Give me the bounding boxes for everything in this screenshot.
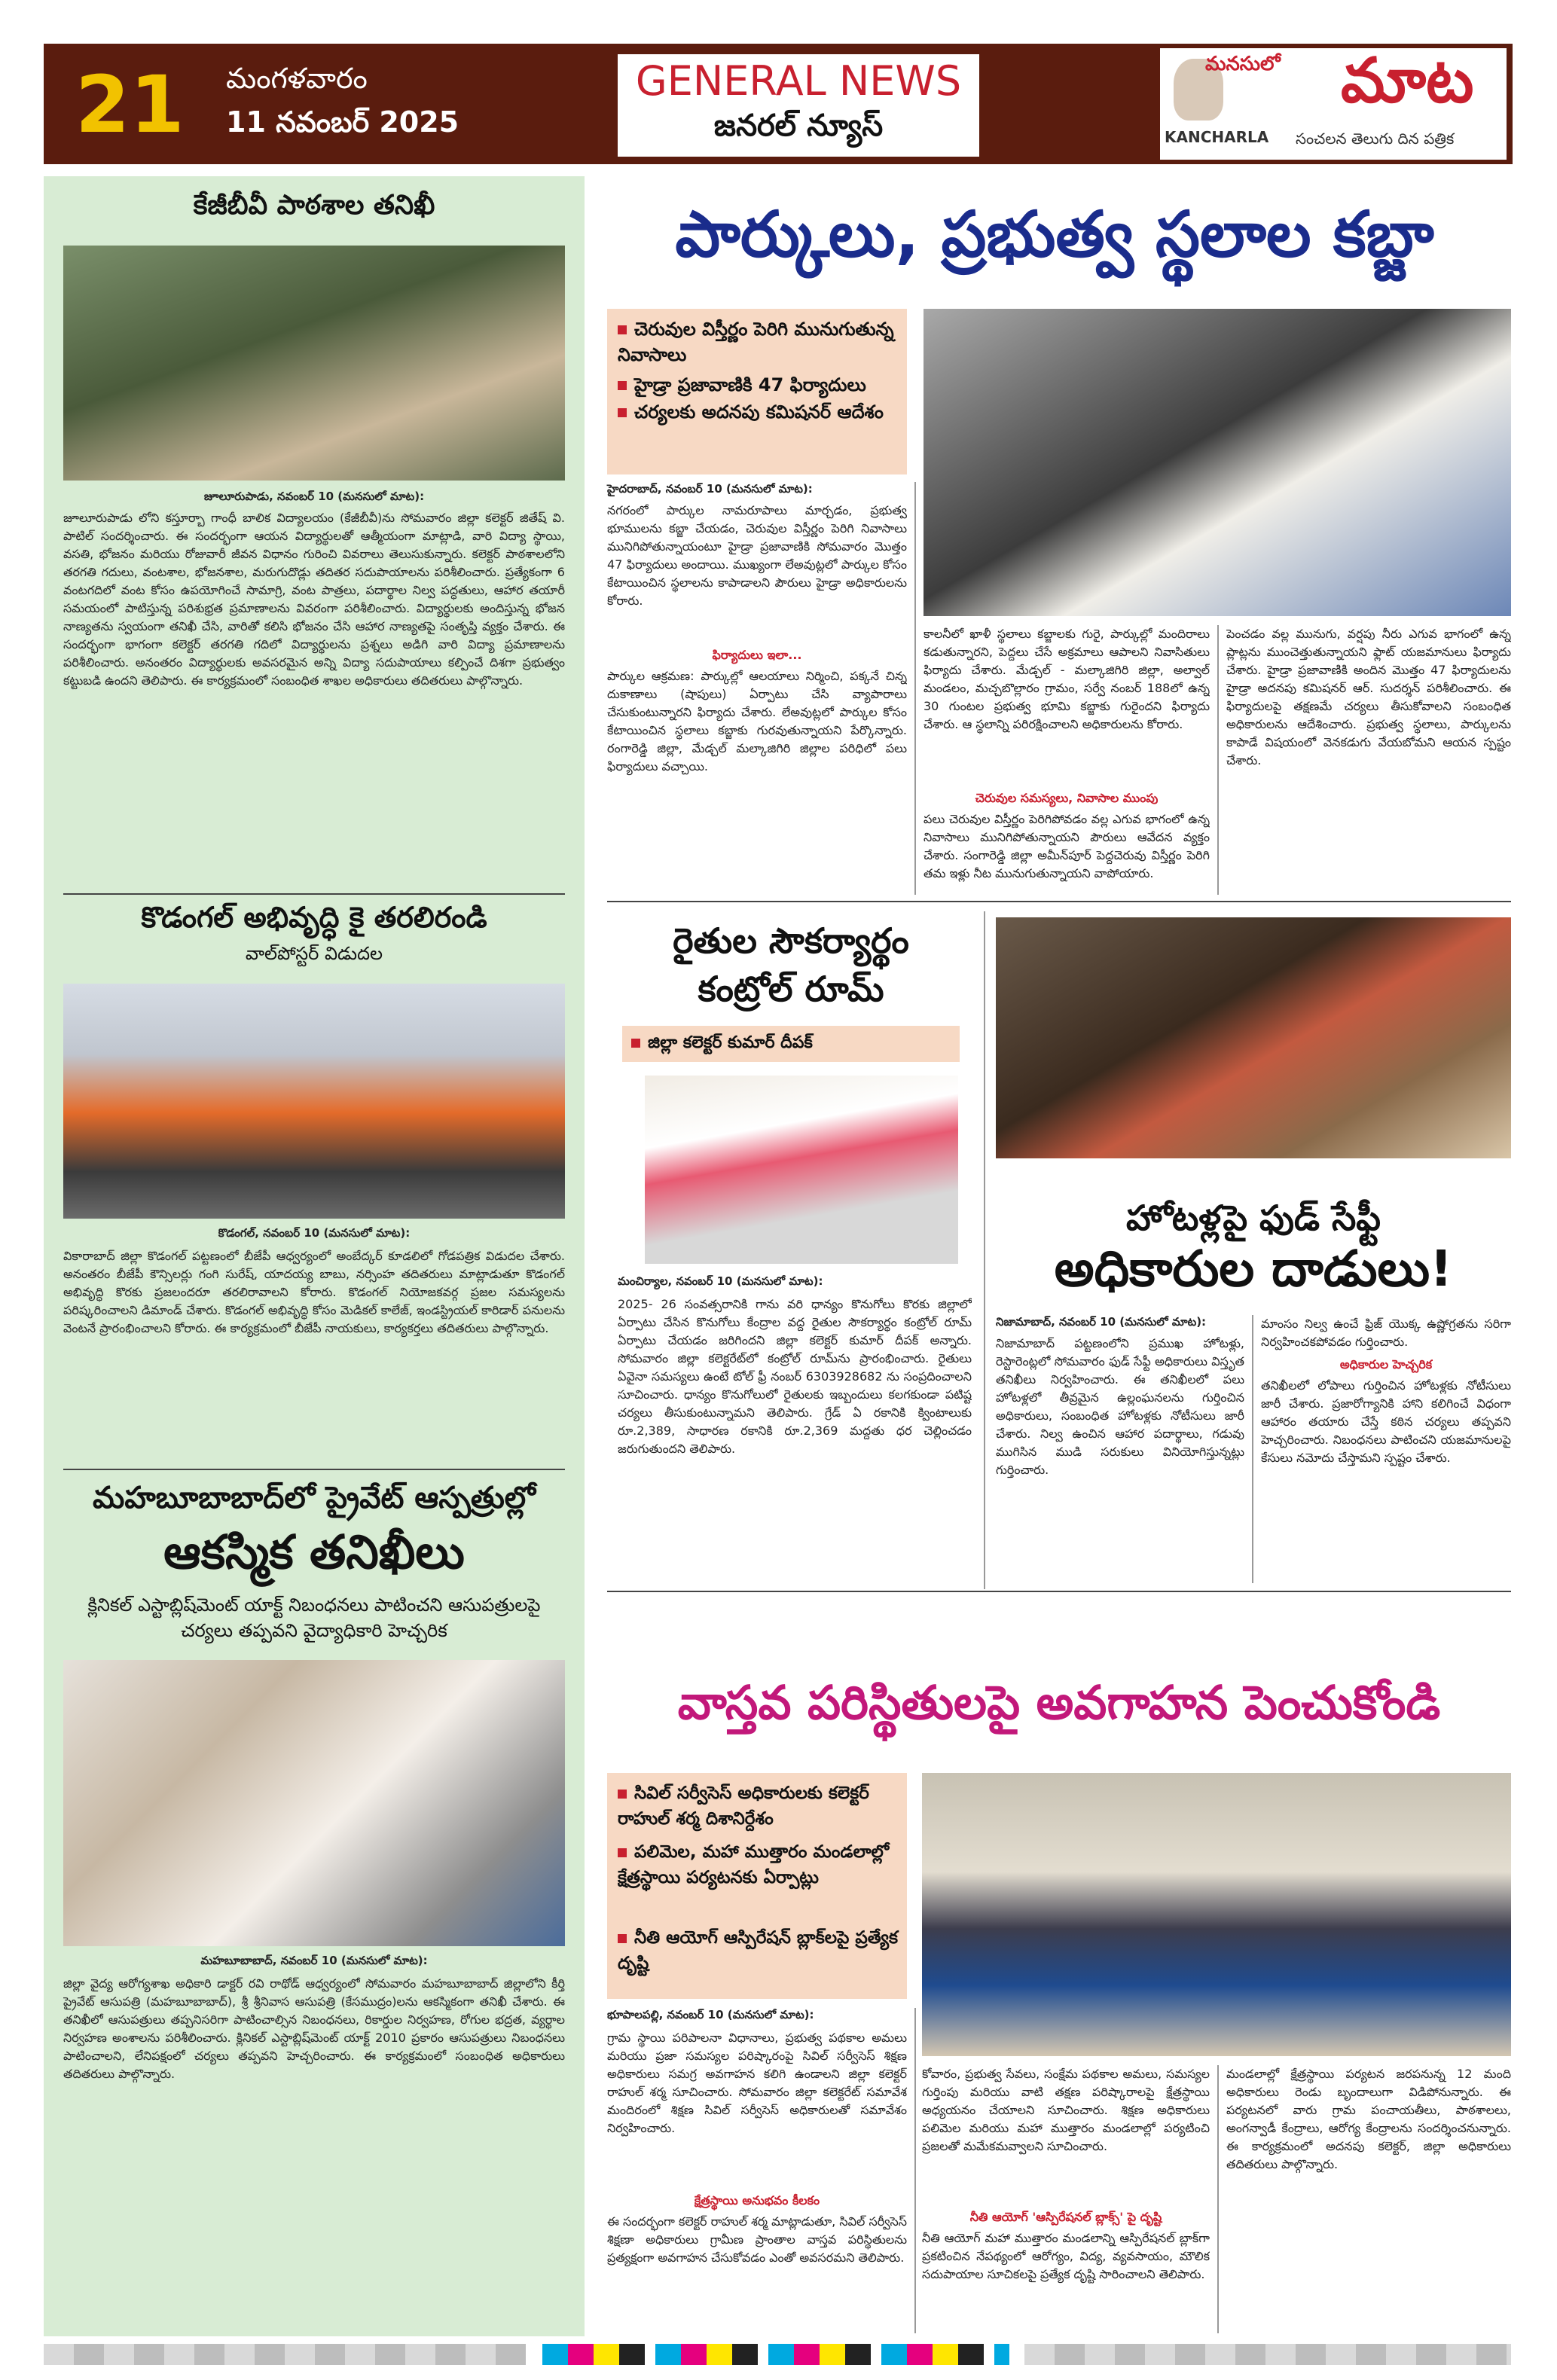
- food-safety-body-3: తనిఖీలలో లోపాలు గుర్తించిన హోటళ్లకు నోటీసులు జారీ చేశారు. ప్రజారోగ్యానికి హాని కలిగించే విధంగా ఆహారం తయారు చేస్తే కఠిన చర్యలు తప్పవని హెచ్చరించారు. నిబంధనలు పాటించని యజమానులపై కేసులు నమోదు చేస్తామని స్పష్టం చేశారు.: [1261, 1378, 1511, 1465]
- mahabubabad-caption: మహబూబాబాద్, నవంబర్ 10 (మనసులో మాట):: [200, 1954, 428, 1967]
- logo-top-text: మనసులో: [1205, 53, 1281, 75]
- color-bar: [542, 2344, 1009, 2365]
- awareness-body-1: గ్రామ స్థాయి పరిపాలనా విధానాలు, ప్రభుత్వ పథకాల అమలు మరియు ప్రజా సమస్యల పరిష్కారంపై సివిల్ సర్వీసెస్ శిక్షణ అధికారులు సమగ్ర అవగాహన కలిగి ఉండాలని జిల్లా కలెక్టర్ రాహుల్ శర్మ సూచించారు. సోమవారం జిల్లా కలెక్టరేట్ సమావేశ మందిరంలో శిక్షణ సివిల్ సర్వీసెస్ అధికారులతో సమావేశం నిర్వహించారు.: [607, 2031, 907, 2135]
- bullet-square-icon: [618, 408, 627, 417]
- control-room-bullet: జిల్లా కలెక్టర్ కుమార్ దీపక్: [631, 1030, 955, 1056]
- logo-tagline: సంచలన తెలుగు దిన పత్రిక: [1296, 130, 1455, 148]
- kgbv-photo: [63, 246, 565, 481]
- issue-date: 11 నవంబర్ 2025: [226, 105, 459, 139]
- parks-body-1: నగరంలో పార్కుల నామరూపాలు మార్చడం, ప్రభుత్వ భూములను కబ్జా చేయడం, చెరువుల విస్తీర్ణం పెరిగి నివాసాలు మునిగిపోతున్నాయంటూ హైడ్రా ప్రజావాణికి సోమవారం మొత్తం 47 ఫిర్యాదులు అందాయి. ముఖ్యంగా లేఅవుట్లలో పార్కుల కోసం కేటాయించిన స్థలాలను కాపాడాలని పౌరులు హైడ్రా అధికారులను కోరారు.: [607, 503, 907, 608]
- column-rule: [914, 2008, 916, 2333]
- bullet-square-icon: [618, 1790, 627, 1799]
- awareness-body-5: మండలాల్లో క్షేత్రస్థాయి పర్యటన జరపనున్న 12 మంది అధికారులు రెండు బృందాలుగా విడిపోనున్నారు. ఈ పర్యటనలో వారు గ్రామ పంచాయతీలు, పాఠశాలలు, అంగన్వాడీ కేంద్రాలు, ఆరోగ్య కేంద్రాలను సందర్శించనున్నారు. ఈ కార్యక్రమంలో అదనపు కలెక్టర్, జిల్లా అధికారులు తదితరులు పాల్గొన్నారు.: [1226, 2067, 1511, 2171]
- parks-bullet-3: చర్యలకు అదనపు కమిషనర్ ఆదేశం: [618, 399, 902, 425]
- food-safety-subhead: అధికారుల హెచ్చరిక: [1339, 1357, 1433, 1372]
- kgbv-caption: జూలూరుపాడు, నవంబర్ 10 (మనసులో మాట):: [203, 490, 425, 503]
- parks-caption: హైదరాబాద్, నవంబర్ 10 (మనసులో మాట):: [607, 482, 813, 496]
- color-bar: [44, 2344, 526, 2365]
- weekday: మంగళవారం: [226, 62, 368, 95]
- parks-body-5: పెంచడం వల్ల మునుగు, వర్షపు నీరు ఎగువ భాగంలో ఉన్న ప్లాట్లను ముంచెత్తుతున్నాయని ఫ్లాట్ యజమానులు ఫిర్యాదు చేశారు. హైడ్రా ప్రజావాణికి అందిన మొత్తం 47 ఫిర్యాదులను హైడ్రా అదనపు కమిషనర్ ఆర్. సుదర్శన్ పరిశీలించారు. ఈ ఫిర్యాదులపై తక్షణమే చర్యలు తీసుకోవాలని సంబంధిత అధికారులను ఆదేశించారు. ప్రభుత్వ స్థలాలు, పార్కులను కాపాడే విషయంలో వెనకడుగు వేయబోమని ఆయన స్పష్టం చేశారు.: [1226, 627, 1511, 767]
- awareness-photo: [922, 1773, 1511, 2056]
- parks-photo: [924, 309, 1511, 616]
- awareness-bullet-1: సివిల్ సర్వీసెస్ అధికారులకు కలెక్టర్ రాహుల్ శర్మ దిశానిర్దేశం: [618, 1783, 869, 1829]
- awareness-headline: వాస్తవ పరిస్థితులపై అవగాహన పెంచుకోండి: [677, 1675, 1441, 1730]
- bullet-square-icon: [618, 1934, 627, 1943]
- control-room-caption: మంచిర్యాల, నవంబర్ 10 (మనసులో మాట):: [618, 1274, 823, 1288]
- page-number: 21: [75, 59, 185, 151]
- parks-subhead-1: ఫిర్యాదులు ఇలా...: [712, 648, 802, 662]
- parks-body-4: పలు చెరువుల విస్తీర్ణం పెరిగిపోవడం వల్ల ఎగువ భాగంలో ఉన్న నివాసాలు మునిగిపోతున్నాయని పౌరులు ఆవేదన వ్యక్తం చేశారు. సంగారెడ్డి జిల్లా అమీన్‌పూర్ పెద్దచెరువు విస్తీర్ణం పెరిగి తమ ఇళ్లు నీట మునుగుతున్నాయని వాపోయారు.: [924, 812, 1210, 880]
- section-title-te: జనరల్ న్యూస్: [713, 108, 884, 143]
- kodangal-title: కొడంగల్ అభివృద్ధి కై తరలిరండి: [141, 901, 487, 934]
- food-safety-caption: నిజామాబాద్, నవంబర్ 10 (మనసులో మాట):: [996, 1315, 1207, 1329]
- mahabubabad-body: జిల్లా వైద్య ఆరోగ్యశాఖ అధికారి డాక్టర్ రవి రాథోడ్ ఆధ్వర్యంలో సోమవారం మహబూబాబాద్ జిల్లాలోని కీర్తి ప్రైవేట్ ఆసుపత్రి (మహబూబాబాద్), శ్రీ శ్రీనివాస ఆసుపత్రి (కేసముద్రం)లను ఆకస్మికంగా తనిఖీ చేశారు. ఈ తనిఖీలో ఆసుపత్రులు తప్పనిసరిగా పాటించాల్సిన నిబంధనలు, రికార్డుల నిర్వహణ, రోగుల భద్రత, వ్యర్థాల నిర్వహణ అంశాలను పరిశీలించారు. క్లినికల్ ఎస్టాబ్లిష్‌మెంట్ యాక్ట్ 2010 ప్రకారం ఆసుపత్రులు నిబంధనలు పాటించాలని, లేనిపక్షంలో చర్యలు తప్పవని హెచ్చరించారు. ఈ కార్యక్రమంలో సంబంధిత అధికారులు తదితరులు పాల్గొన్నారు.: [63, 1976, 565, 2081]
- divider: [607, 1591, 1511, 1592]
- parks-body-2: పార్కుల ఆక్రమణ: పార్కుల్లో ఆలయాలు నిర్మించి, పక్కనే చిన్న దుకాణాలు (షాపులు) ఏర్పాటు చేసి వ్యాపారాలు చేసుకుంటున్నారని ఫిర్యాదు చేశారు. లేఅవుట్లలో పార్కుల కోసం కేటాయించిన స్థలాలు కబ్జాకు గురవుతున్నాయని పేర్కొన్నారు. రంగారెడ్డి జిల్లా, మేడ్చల్ మల్కాజిగిరి జిల్లాల పరిధిలో పలు ఫిర్యాదులు వచ్చాయి.: [607, 669, 907, 774]
- divider: [63, 893, 565, 895]
- column-rule: [1217, 625, 1219, 895]
- bullet-square-icon: [618, 381, 627, 390]
- bullet-square-icon: [618, 325, 627, 334]
- control-room-title-1: రైతుల సౌకర్యార్థం: [673, 920, 909, 961]
- awareness-body-4: నీతి ఆయోగ్ మహా ముత్తారం మండలాన్ని ఆస్పిరేషనల్ బ్లాక్‌గా ప్రకటించిన నేపథ్యంలో ఆరోగ్యం, విద్య, వ్యవసాయం, మౌలిక సదుపాయాల సూచికలపై ప్రత్యేక దృష్టి సారించాలని తెలిపారు.: [922, 2231, 1210, 2281]
- kgbv-body: జూలూరుపాడు లోని కస్తూర్బా గాంధీ బాలిక విద్యాలయం (కేజీబీవీ)ను సోమవారం జిల్లా కలెక్టర్ జితేష్ వి. పాటిల్ సందర్శించారు. ఈ సందర్భంగా ఆయన విద్యార్థులతో ఆత్మీయంగా మాట్లాడి, వారి విద్యా స్థాయి, వసతి, భోజనం మరియు రోజువారీ జీవన విధానం గురించి వివరాలు తెలుసుకున్నారు. కలెక్టర్ పాఠశాలలోని తరగతి గదులు, వంటశాల, భోజనశాల, మరుగుదొడ్లు తదితర సదుపాయాలను పరిశీలించారు. ప్రత్యేకంగా 6 వంటగదిలో వంట కోసం ఉపయోగించే సామాగ్రి, వంట పాత్రలు, పదార్థాల నిల్వ పద్ధతులు, ఆహార తయారీ సమయంలో పాటిస్తున్న పరిశుభ్రత ప్రమాణాలను వివరంగా పరిశీలించారు. విద్యార్థులకు అందిస్తున్న భోజన నాణ్యతను స్వయంగా తనిఖీ చేసి, వారితో కలిసి భోజనం చేసి ఆహార నాణ్యతపై సంతృప్తి వ్యక్తం చేశారు. ఈ సందర్భంగా భాగంగా కలెక్టర్ తరగతి గదిలో విద్యార్థులను ప్రశ్నలు అడిగి వారి విద్యా ప్రమాణాలను పరిశీలించారు. అనంతరం విద్యార్థులకు అవసరమైన అన్ని విద్యా సదుపాయాలు కల్పించే దిశగా ప్రభుత్వం కట్టుబడి ఉందని తెలిపారు. ఈ కార్యక్రమంలో సంబంధిత శాఖల అధికారులు తదితరులు పాల్గొన్నారు.: [63, 511, 565, 688]
- kgbv-title: కేజీబీవీ పాఠశాల తనిఖీ: [193, 190, 435, 221]
- bullet-square-icon: [618, 1848, 627, 1857]
- food-safety-body-2: మాంసం నిల్వ ఉంచే ఫ్రిజ్ యొక్క ఉష్ణోగ్రతను సరిగా నిర్వహించకపోవడం గుర్తించారు.: [1261, 1317, 1511, 1349]
- parks-body-3: కాలనీలో ఖాళీ స్థలాలు కబ్జాలకు గురై, పార్కుల్లో మందిరాలు కడుతున్నారని, పెద్దలు చేసే అక్రమాలు ఆపాలని నివాసితులు ఫిర్యాదు చేశారు. మేడ్చల్ - మల్కాజిగిరి జిల్లా, అల్వాల్ మండలం, మచ్చబొల్లారం గ్రామం, సర్వే నంబర్ 188లో ఉన్న 30 గుంటల ప్రభుత్వ భూమి కబ్జాకు గురైందని ఫిర్యాదు చేశారు. ఆ స్థలాన్ని పరిరక్షించాలని అధికారులను కోరారు.: [924, 627, 1210, 731]
- awareness-body-2: ఈ సందర్భంగా కలెక్టర్ రాహుల్ శర్మ మాట్లాడుతూ, సివిల్ సర్వీసెస్ శిక్షణా అధికారులు గ్రామీణ ప్రాంతాల వాస్తవ పరిస్థితులను ప్రత్యక్షంగా అవగాహన చేసుకోవడం ఎంతో అవసరమని తెలిపారు.: [607, 2214, 907, 2265]
- awareness-bullet-2: పలిమెల, మహా ముత్తారం మండలాల్లో క్షేత్రస్థాయి పర్యటనకు ఏర్పాట్లు: [618, 1842, 890, 1887]
- kodangal-photo: [63, 984, 565, 1219]
- column-rule: [984, 911, 985, 1589]
- mahabubabad-title-line1: మహబూబాబాద్‌లో ప్రైవేట్ ఆస్పత్రుల్లో: [93, 1481, 536, 1515]
- control-room-title-2: కంట్రోల్ రూమ్: [698, 969, 884, 1009]
- logo-title: మాట: [1341, 45, 1474, 117]
- kodangal-subtitle: వాల్‌పోస్టర్ విడుదల: [245, 943, 383, 964]
- parks-bullet-2: హైడ్రా ప్రజావాణికి 47 ఫిర్యాదులు: [618, 372, 902, 398]
- food-safety-title-2: అధికారుల దాడులు!: [1054, 1240, 1453, 1298]
- parks-bullet-1: చెరువుల విస్తీర్ణం పెరిగి మునుగుతున్న నివాసాలు: [618, 319, 894, 365]
- food-safety-photo: [996, 917, 1511, 1158]
- awareness-bullet-3: నీతి ఆయోగ్ ఆస్పిరేషన్ బ్లాక్‌లపై ప్రత్యేక దృష్టి: [618, 1928, 899, 1973]
- awareness-body-3: కోవారం, ప్రభుత్వ సేవలు, సంక్షేమ పథకాల అమలు, సమస్యల గుర్తింపు మరియు వాటి తక్షణ పరిష్కారాలపై క్షేత్రస్థాయి అధ్యయనం చేయాలని సూచించారు. శిక్షణ అధికారులు పలిమెల మరియు మహా ముత్తారం మండలాల్లో పర్యటించి ప్రజలతో మమేకమవ్వాలని సూచించారు.: [922, 2067, 1210, 2153]
- section-title-en: GENERAL NEWS: [635, 57, 962, 105]
- parks-headline: పార్కులు, ప్రభుత్వ స్థలాల కబ్జా: [675, 197, 1434, 271]
- column-rule: [1217, 2065, 1219, 2333]
- food-safety-body-1: నిజామాబాద్ పట్టణంలోని ప్రముఖ హోటళ్లు, రెస్టారెంట్లలో సోమవారం ఫుడ్ సేఫ్టీ అధికారులు విస్తృత తనిఖీలు నిర్వహించారు. ఈ తనిఖీలలో పలు హోటళ్లలో తీవ్రమైన ఉల్లంఘనలను గుర్తించిన అధికారులు, సంబంధిత హోటళ్లకు నోటీసులు జారీ చేశారు. నిల్వ ఉంచిన ఆహార పదార్థాలు, గడువు ముగిసిన ముడి సరుకులు వినియోగిస్తున్నట్లు గుర్తించారు.: [996, 1336, 1244, 1477]
- column-rule: [1252, 1315, 1253, 1583]
- mahabubabad-title-line2: ఆకస్మిక తనిఖీలు: [163, 1524, 465, 1579]
- mahabubabad-subtitle: క్లినికల్ ఎస్టాబ్లిష్‌మెంట్ యాక్ట్ నిబంధనలు పాటించని ఆసుపత్రులపై చర్యలు తప్పవని వైద్యాధికారి హెచ్చరిక: [87, 1594, 541, 1641]
- divider: [63, 1469, 565, 1470]
- awareness-subhead-2: నీతి ఆయోగ్ 'ఆస్పిరేషనల్ బ్లాక్స్' పై దృష్టి: [969, 2210, 1162, 2224]
- awareness-subhead-1: క్షేత్రస్థాయి అనుభవం కీలకం: [694, 2193, 820, 2208]
- kodangal-caption: కొడంగల్, నవంబర్ 10 (మనసులో మాట):: [218, 1226, 411, 1240]
- column-rule: [914, 482, 916, 895]
- kodangal-body: వికారాబాద్ జిల్లా కొడంగల్ పట్టణంలో బీజేపీ ఆధ్వర్యంలో అంబేద్కర్ కూడలిలో గోడపత్రిక విడుదల చేశారు. అనంతరం బీజేపీ కౌన్సిలర్లు గంగి సురేష్, యాదయ్య బాబు, నర్సింహ తదితరులు మాట్లాడుతూ కొడంగల్ అభివృద్ధి కొరకు ప్రజలందరూ తరలిరావాలని కోరారు. కొడంగల్ నియోజకవర్గ ప్రజల సమస్యలను పరిష్కరించాలని డిమాండ్ చేశారు. కొడంగల్ అభివృద్ధి కోసం మెడికల్ కాలేజ్, ఇండస్ట్రియల్ కారిడార్ పనులను వెంటనే ప్రారంభించాలని కోరారు. ఈ కార్యక్రమంలో బీజేపీ నాయకులు, కార్యకర్తలు తదితరులు పాల్గొన్నారు.: [63, 1249, 565, 1335]
- divider: [607, 901, 1511, 902]
- control-room-body: 2025- 26 సంవత్సరానికి గాను వరి ధాన్యం కొనుగోలు కొరకు జిల్లాలో ఏర్పాటు చేసిన కొనుగోలు కేంద్రాల వద్ద రైతుల సౌకర్యార్థం కంట్రోల్ రూమ్ ఏర్పాటు చేయడం జరిగిందని జిల్లా కలెక్టర్ కుమార్ దీపక్ అన్నారు. సోమవారం జిల్లా కలెక్టరేట్‌లో కంట్రోల్ రూమ్‌ను ప్రారంభించారు. రైతులు ఏవైనా సమస్యలు ఉంటే టోల్ ఫ్రీ నంబర్ 6303928682 ను సంప్రదించాలని సూచించారు. ధాన్యం కొనుగోలులో రైతులకు ఇబ్బందులు కలగకుండా పటిష్ట చర్యలు తీసుకుంటున్నామని తెలిపారు. గ్రేడ్ ఏ రకానికి క్వింటాలుకు రూ.2,389, సాధారణ రకానికి రూ.2,369 మద్దతు ధర చెల్లించడం జరుగుతుందని తెలిపారు.: [618, 1297, 972, 1456]
- logo-name: KANCHARLA: [1165, 128, 1269, 146]
- parks-subhead-2: చెరువుల సమస్యలు, నివాసాల ముంపు: [975, 791, 1159, 805]
- awareness-caption: భూపాలపల్లి, నవంబర్ 10 (మనసులో మాట):: [607, 2008, 814, 2021]
- bullet-square-icon: [631, 1039, 640, 1048]
- food-safety-title-1: హోటళ్లపై ఫుడ్ సేఫ్టీ: [1125, 1198, 1381, 1238]
- mahabubabad-photo: [63, 1660, 565, 1946]
- color-bar: [1024, 2344, 1511, 2365]
- control-room-photo: [645, 1076, 958, 1264]
